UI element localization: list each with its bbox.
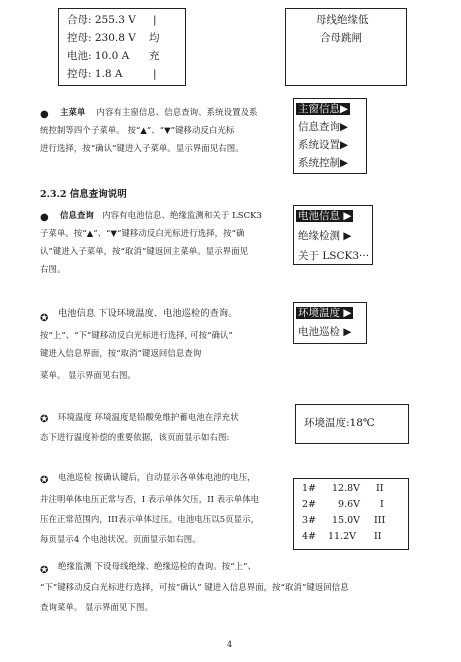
bullet-icon: ✪ <box>40 414 49 425</box>
status-row-1-label: 合母: 255.3 V <box>67 14 136 26</box>
status-row-4-label: 控母: 1.8 A <box>67 68 123 80</box>
info-query-item-2[interactable]: 绝缘检测 ▶ <box>298 230 352 242</box>
main-menu-title: 主菜单 <box>60 107 86 117</box>
info-query-item-1[interactable]: 电池信息 ▶ <box>298 210 352 222</box>
main-menu-text-2: 统控制等四个子菜单。 按“▲”、“▼”键移动反白光标 <box>40 125 235 135</box>
env-temp-text-2: 态下进行温度补偿的重要依据，该页面显示如右图: <box>40 432 230 442</box>
battery-row-no: 1# <box>302 483 317 494</box>
battery-info-text-4: 菜单。 显示界面见右图。 <box>40 370 136 380</box>
insulation-text-3: 查询菜单。 显示界面见下图。 <box>40 602 153 612</box>
insulation-text-1: 绝缘监测 下设母线绝缘、绝缘巡检的查询。按“上”、 <box>58 561 256 571</box>
env-temp-value: 环境温度:18℃ <box>304 417 375 429</box>
main-menu-display <box>293 98 367 174</box>
battery-row-voltage: 9.6V <box>338 499 360 510</box>
bullet-icon: ● <box>40 212 49 223</box>
bullet-icon: ✪ <box>40 313 49 324</box>
alarm-line-1: 母线绝缘低 <box>316 14 369 26</box>
main-menu-item-3[interactable]: 系统设置▶ <box>298 139 349 151</box>
battery-check-text-1: 电池巡检 按确认键后，自动显示各单体电池的电压， <box>58 472 256 482</box>
main-menu-item-1[interactable]: 主窗信息▶ <box>298 103 349 115</box>
battery-row-no: 3# <box>302 515 317 526</box>
bullet-icon: ✪ <box>40 475 49 486</box>
alarm-display-box <box>285 8 407 86</box>
battery-row-status: II <box>374 531 382 542</box>
main-menu-text: 主菜单 内容有主窗信息、信息查询、系统设置及系 <box>60 107 258 117</box>
battery-check-display <box>293 478 409 550</box>
battery-info-item-2[interactable]: 电池巡检 ▶ <box>298 326 352 338</box>
alarm-line-2: 合母跳闸 <box>320 32 362 44</box>
battery-info-text-2: 按“上”、“下”键移动反白光标进行选择, 可按“确认” <box>40 330 233 340</box>
status-row-4-mark: | <box>153 68 157 80</box>
info-query-text-4: 右图。 <box>40 264 66 274</box>
status-display-box <box>58 8 186 86</box>
status-row-1-mark: | <box>153 14 157 26</box>
battery-row-status: III <box>374 515 386 526</box>
battery-check-text-3: 压在正常范围内，III表示单体过压。电池电压以5页显示， <box>40 514 260 524</box>
env-temp-display <box>295 404 409 444</box>
battery-info-text-1: 电池信息 下设环境温度、电池巡检的查询。 <box>58 308 238 319</box>
info-query-item-3[interactable]: 关于 LSCK3··· <box>298 250 370 262</box>
info-query-text-2: 子菜单。按“▲”、“▼”键移动反白光标进行选择，按“确 <box>40 228 245 238</box>
battery-info-text-3: 键进入信息界面，按“取消”键返回信息查询 <box>40 348 202 358</box>
status-row-2-label: 控母: 230.8 V <box>67 32 136 44</box>
info-query-text-3: 认”键进入子菜单，按“取消”键返回主菜单。显示界面见 <box>40 246 249 256</box>
info-query-text: 信息查询 内容有电池信息、绝缘监测和关于 LSCK3 <box>60 210 262 220</box>
main-menu-item-4[interactable]: 系统控制▶ <box>298 157 349 169</box>
insulation-text-2: “下”键移动反白光标进行选择，可按“确认” 键进入信息界面，按“取消”键返回信息 <box>40 582 349 592</box>
bullet-icon: ● <box>40 109 49 120</box>
battery-check-text-2: 并注明单体电压正常与否，I 表示单体欠压，II 表示单体电 <box>40 494 260 504</box>
battery-row-voltage: 15.0V <box>332 515 361 526</box>
status-row-2-mark: 均 <box>149 32 160 44</box>
battery-info-display <box>293 302 367 344</box>
status-row-3-label: 电池: 10.0 A <box>67 50 130 62</box>
status-row-3-mark: 充 <box>149 50 160 62</box>
battery-row-status: II <box>376 483 384 494</box>
battery-row-no: 4# <box>302 531 317 542</box>
main-menu-text-3: 进行选择，按“确认”键进入子菜单。显示界面见右图。 <box>40 143 244 153</box>
info-query-display <box>293 205 373 265</box>
battery-info-item-1[interactable]: 环境温度 ▶ <box>298 307 352 319</box>
main-menu-item-2[interactable]: 信息查询▶ <box>298 121 349 133</box>
section-heading: 2.3.2 信息查询说明 <box>40 189 127 200</box>
env-temp-text-1: 环境温度 环境温度是铅酸免维护蓄电池在浮充状 <box>58 412 239 422</box>
bullet-icon: ✪ <box>40 565 49 576</box>
battery-row-status: I <box>380 499 384 510</box>
battery-row-no: 2# <box>302 499 317 510</box>
page-number: 4 <box>227 640 233 649</box>
battery-row-voltage: 12.8V <box>332 483 361 494</box>
battery-row-voltage: 11.2V <box>328 531 357 542</box>
battery-check-text-4: 每页显示4 个电池状况。页面显示如右图。 <box>40 534 201 544</box>
info-query-title: 信息查询 <box>60 210 94 220</box>
